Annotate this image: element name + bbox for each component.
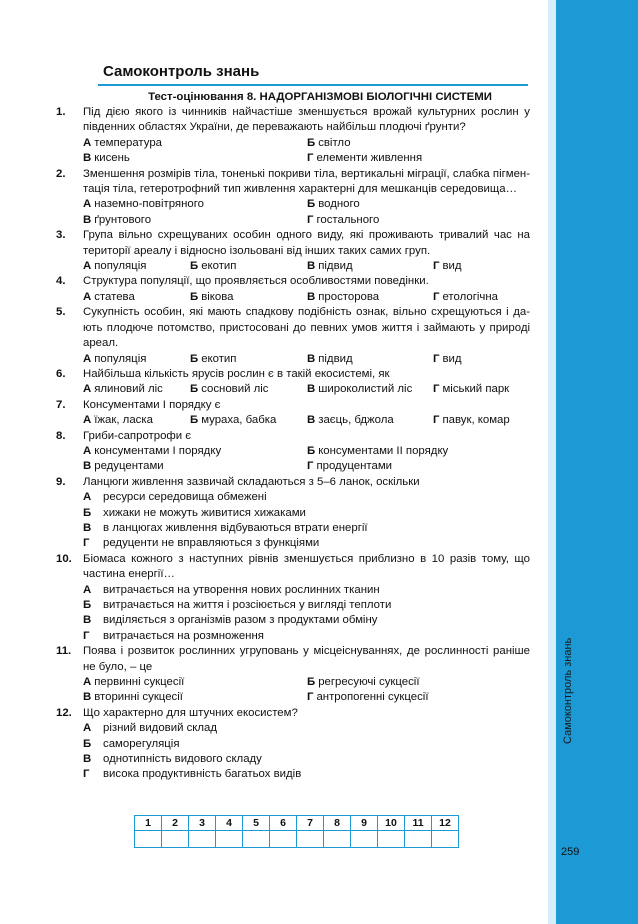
answer-options [83, 721, 530, 783]
answer-cell[interactable] [243, 831, 270, 848]
option-b[interactable]: Б хижаки не можуть живитися хижаками [83, 506, 306, 519]
question-5 [56, 305, 530, 367]
answer-options [83, 290, 530, 305]
answer-col-header: 9 [351, 816, 378, 831]
answer-col-header: 10 [378, 816, 405, 831]
page-number: 259 [561, 846, 580, 858]
option-a[interactable]: А їжак, ласка [83, 414, 153, 427]
question-2 [56, 167, 530, 229]
question-3 [56, 228, 530, 274]
answer-options [83, 675, 530, 706]
option-g[interactable]: Г елементи живлення [307, 152, 423, 165]
option-g[interactable]: Г гостального [307, 213, 380, 226]
answer-cell[interactable] [135, 831, 162, 848]
section-title: Самоконтроль знань [103, 63, 260, 80]
option-g[interactable]: Г висока продуктивність багатьох видів [83, 768, 302, 781]
option-b[interactable]: Б саморегуляція [83, 737, 180, 750]
answer-cell[interactable] [216, 831, 243, 848]
answer-col-header: 5 [243, 816, 270, 831]
option-v[interactable]: В просторова [307, 290, 380, 303]
answer-col-header: 3 [189, 816, 216, 831]
answer-cell[interactable] [189, 831, 216, 848]
option-g[interactable]: Г вид [433, 352, 462, 365]
answer-cell[interactable] [270, 831, 297, 848]
answer-options [83, 490, 530, 552]
section-title-rule [98, 84, 528, 86]
question-number: 11. [56, 645, 72, 658]
question-text: Біомаса кожного з наступних рівнів зменшується приблизно в 10 разів тому, що частина енергії… [83, 552, 530, 581]
option-g[interactable]: Г етологічна [433, 290, 498, 303]
option-v[interactable]: В широколистий ліс [307, 383, 413, 396]
question-number: 9. [56, 475, 66, 488]
answer-cell[interactable] [405, 831, 432, 848]
option-g[interactable]: Г редуценти не вправляються з функціями [83, 537, 320, 550]
question-number: 6. [56, 367, 66, 380]
option-g[interactable]: Г павук, комар [433, 414, 510, 427]
option-a[interactable]: А витрачається на утворення нових рослинних тканин [83, 583, 380, 596]
question-number: 1. [56, 106, 66, 118]
sidebar-blue-strip [556, 0, 638, 924]
option-a[interactable]: А різний видовий склад [83, 722, 218, 735]
option-v[interactable]: В в ланцюгах живлення відбуваються втрати енергії [83, 521, 368, 534]
option-a[interactable]: А температура [83, 136, 162, 149]
option-v[interactable]: В вторинні сукцесії [83, 691, 183, 704]
answer-col-header: 8 [324, 816, 351, 831]
question-text: Гриби-сапротрофи є [83, 429, 192, 442]
question-number: 10. [56, 552, 72, 565]
answer-col-header: 4 [216, 816, 243, 831]
question-number: 7. [56, 398, 66, 411]
question-text: Під дією якого із чинників найчастіше зменшується врожай культурних рослин у південних областях України, де переважають найбільш плодючі ґрунти? [83, 106, 530, 134]
answer-cell[interactable] [432, 831, 459, 848]
answer-cell[interactable] [297, 831, 324, 848]
answer-options [83, 413, 530, 428]
question-text: Група вільно схрещуваних особин одного виду, які проживають тривалий час на території ареалу і відносно ізольовані від інших таких самих груп. [83, 229, 530, 257]
test-title: Тест-оцінювання 8. НАДОРГАНІЗМОВІ БІОЛОГІЧНІ СИСТЕМИ [148, 91, 492, 103]
question-text: Найбільша кількість ярусів рослин є в такій екосистемі, як [83, 367, 390, 380]
question-text: Структура популяції, що проявляється особливостями поведінки. [83, 275, 429, 288]
option-b[interactable]: Б вікова [190, 290, 234, 303]
answer-cell[interactable] [162, 831, 189, 848]
option-b[interactable]: Б водного [307, 198, 360, 211]
option-v[interactable]: В виділяється з організмів разом з продуктами обміну [83, 614, 378, 627]
question-text: Консументами І порядку є [83, 398, 221, 411]
option-v[interactable]: В редуцентами [83, 460, 164, 473]
question-number: 12. [56, 706, 72, 719]
answer-table-header-row [135, 816, 459, 831]
question-7 [56, 398, 530, 429]
answer-col-header: 11 [405, 816, 432, 831]
question-number: 8. [56, 429, 66, 442]
option-g[interactable]: Г антропогенні сукцесії [307, 691, 429, 704]
option-g[interactable]: Г продуцентами [307, 460, 393, 473]
answer-table [134, 815, 459, 848]
question-4 [56, 274, 530, 305]
option-g[interactable]: Г витрачається на розмноження [83, 629, 264, 642]
option-a[interactable]: А статева [83, 290, 135, 303]
answer-col-header: 7 [297, 816, 324, 831]
question-8 [56, 429, 530, 475]
question-number: 3. [56, 229, 66, 242]
question-text: Зменшення розмірів тіла, тоненькі покриви тіла, вертикальні міграції, слабка пігмен-тація тіла, гетеротрофний тип живлення характерні для мешканців середовища… [83, 167, 530, 196]
answer-options [83, 197, 530, 228]
option-b[interactable]: Б витрачається на життя і розсіюється у вигляді теплоти [83, 599, 392, 611]
option-a[interactable]: А ресурси середовища обмежені [83, 491, 267, 504]
answer-col-header: 1 [135, 816, 162, 831]
question-1 [56, 105, 530, 167]
answer-options [83, 352, 530, 367]
option-b[interactable]: Б світло [307, 136, 351, 149]
question-text: Що характерно для штучних екосистем? [83, 706, 298, 719]
answer-col-header: 12 [432, 816, 459, 831]
option-a[interactable]: А консументами І порядку [83, 444, 222, 457]
sidebar-section-label: Самоконтроль знань [562, 637, 574, 744]
option-v[interactable]: В кисень [83, 152, 130, 165]
option-v[interactable]: В підвид [307, 260, 353, 273]
option-g[interactable]: Г міський парк [433, 383, 510, 396]
answer-options [83, 583, 530, 645]
option-a[interactable]: А наземно-повітряного [83, 198, 204, 211]
question-number: 2. [56, 167, 66, 180]
question-text: Сукупність особин, які мають спадкову подібність ознак, вільно схрещуються і да-ють плодюче потомство, пристосовані до певних умов життя і займають у природі ареал. [83, 306, 530, 350]
answer-cell[interactable] [324, 831, 351, 848]
option-a[interactable]: А популяція [83, 260, 147, 273]
option-b[interactable]: Б консументами ІІ порядку [307, 444, 449, 457]
option-v[interactable]: В підвид [307, 352, 353, 365]
answer-cell[interactable] [351, 831, 378, 848]
option-g[interactable]: Г вид [433, 260, 462, 273]
question-11 [56, 644, 530, 706]
question-number: 4. [56, 275, 66, 288]
question-text: Поява і розвиток рослинних угруповань у місцеіснуваннях, де рослинності раніше не було, – це [83, 645, 530, 673]
option-v[interactable]: В однотипність видового складу [83, 753, 262, 766]
option-b[interactable]: Б сосновий ліс [190, 383, 269, 396]
answer-options [83, 444, 530, 475]
question-text: Ланцюги живлення зазвичай складаються з 5–6 ланок, оскільки [83, 475, 420, 488]
question-list [56, 105, 530, 783]
answer-col-header: 6 [270, 816, 297, 831]
option-b[interactable]: Б регресуючі сукцесії [307, 676, 420, 689]
option-b[interactable]: Б екотип [190, 260, 237, 273]
option-a[interactable]: А популяція [83, 352, 147, 365]
answer-options [83, 136, 530, 167]
answer-options [83, 382, 530, 397]
option-v[interactable]: В заєць, бджола [307, 414, 394, 427]
option-v[interactable]: В ґрунтового [83, 213, 152, 226]
answer-input-row [135, 831, 459, 848]
answer-options [83, 259, 530, 274]
option-b[interactable]: Б екотип [190, 352, 237, 365]
question-10 [56, 552, 530, 644]
answer-col-header: 2 [162, 816, 189, 831]
question-9 [56, 475, 530, 552]
option-a[interactable]: А ялиновий ліс [83, 383, 163, 396]
option-b[interactable]: Б мураха, бабка [190, 414, 277, 427]
question-number: 5. [56, 306, 66, 319]
question-6 [56, 367, 530, 398]
option-a[interactable]: А первинні сукцесії [83, 676, 185, 689]
question-12 [56, 706, 530, 783]
answer-cell[interactable] [378, 831, 405, 848]
